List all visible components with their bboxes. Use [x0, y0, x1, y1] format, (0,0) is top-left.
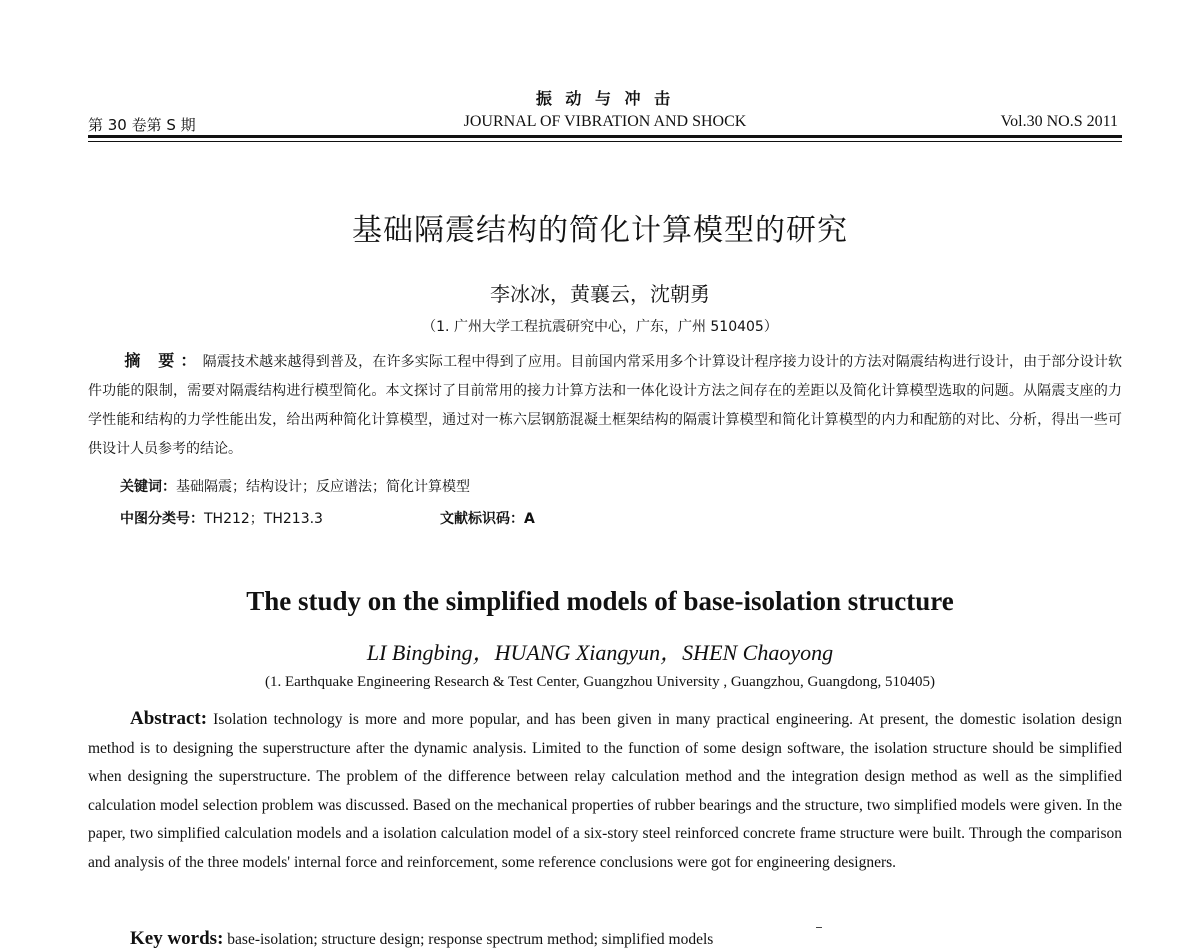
- chinese-keywords: [120, 476, 470, 496]
- english-abstract-label: Abstract:: [130, 708, 208, 729]
- english-abstract: [88, 705, 1122, 877]
- english-keywords-label: Key words:: [130, 928, 224, 949]
- english-title: The study on the simplified models of base-isolation structure: [246, 586, 954, 616]
- chinese-abstract: [88, 346, 1122, 464]
- classification-label: 中图分类号：: [120, 511, 204, 527]
- english-abstract-text: Isolation technology is more and more popular, and has been given in many practical engineering. At present, the domestic isolation design method is to designing the superstructure after the dynamic analysis. Limited to the function of some design software, the isolation structure should be simplified when designing the superstructure. The problem of the difference between relay calculation method and the integration design method as well as the simplified calculation model selection problem was discussed. Based on the mechanical properties of rubber bearings and the structure, two simplified models were given. In the paper, two simplified calculation models and a isolation calculation model of a six-story steel reinforced concrete frame structure were built. Through the comparison and analysis of the three models' internal force and reinforcement, some reference conclusions were got for engineering designers.: [88, 711, 1122, 871]
- chinese-keywords-text: 基础隔震；结构设计；反应谱法；简化计算模型: [176, 479, 470, 495]
- chinese-title: 基础隔震结构的简化计算模型的研究: [352, 213, 848, 248]
- classification-text: TH212；TH213.3: [204, 511, 323, 527]
- chinese-affiliation: （1. 广州大学工程抗震研究中心，广东，广州 510405）: [422, 319, 778, 335]
- stray-mark: [816, 927, 822, 928]
- volume-issue-english: Vol.30 NO.S 2011: [1000, 113, 1118, 130]
- journal-name-chinese: 振 动 与 冲 击: [535, 89, 675, 108]
- english-keywords: [130, 928, 713, 950]
- header-rule-thin: [88, 141, 1122, 142]
- english-keywords-text: base-isolation; structure design; response spectrum method; simplified models: [223, 931, 714, 948]
- classification-number: [120, 508, 323, 528]
- chinese-abstract-label: 摘 要：: [124, 351, 203, 370]
- journal-name-english: JOURNAL OF VIBRATION AND SHOCK: [463, 113, 747, 130]
- chinese-authors: 李冰冰，黄襄云，沈朝勇: [490, 282, 710, 306]
- header-rule-thick: [88, 135, 1122, 138]
- volume-issue-chinese: 第 30 卷第 S 期: [88, 116, 196, 134]
- document-code: [440, 508, 535, 528]
- english-affiliation: (1. Earthquake Engineering Research & Test Center, Guangzhou University , Guangzhou, Guangdong, 510405): [265, 674, 935, 690]
- document-code-text: A: [524, 511, 535, 527]
- document-code-label: 文献标识码：: [440, 511, 524, 527]
- english-authors: LI Bingbing，HUANG Xiangyun，SHEN Chaoyong: [366, 640, 834, 665]
- chinese-keywords-label: 关键词：: [120, 479, 176, 495]
- chinese-abstract-text: 隔震技术越来越得到普及，在许多实际工程中得到了应用。目前国内常采用多个计算设计程序接力设计的方法对隔震结构进行设计，由于部分设计软件功能的限制，需要对隔震结构进行模型简化。本文探讨了目前常用的接力计算方法和一体化设计方法之间存在的差距以及简化计算模型选取的问题。从隔震支座的力学性能和结构的力学性能出发，给出两种简化计算模型，通过对一栋六层钢筋混凝土框架结构的隔震计算模型和简化计算模型的内力和配筋的对比、分析，得出一些可供设计人员参考的结论。: [88, 354, 1122, 457]
